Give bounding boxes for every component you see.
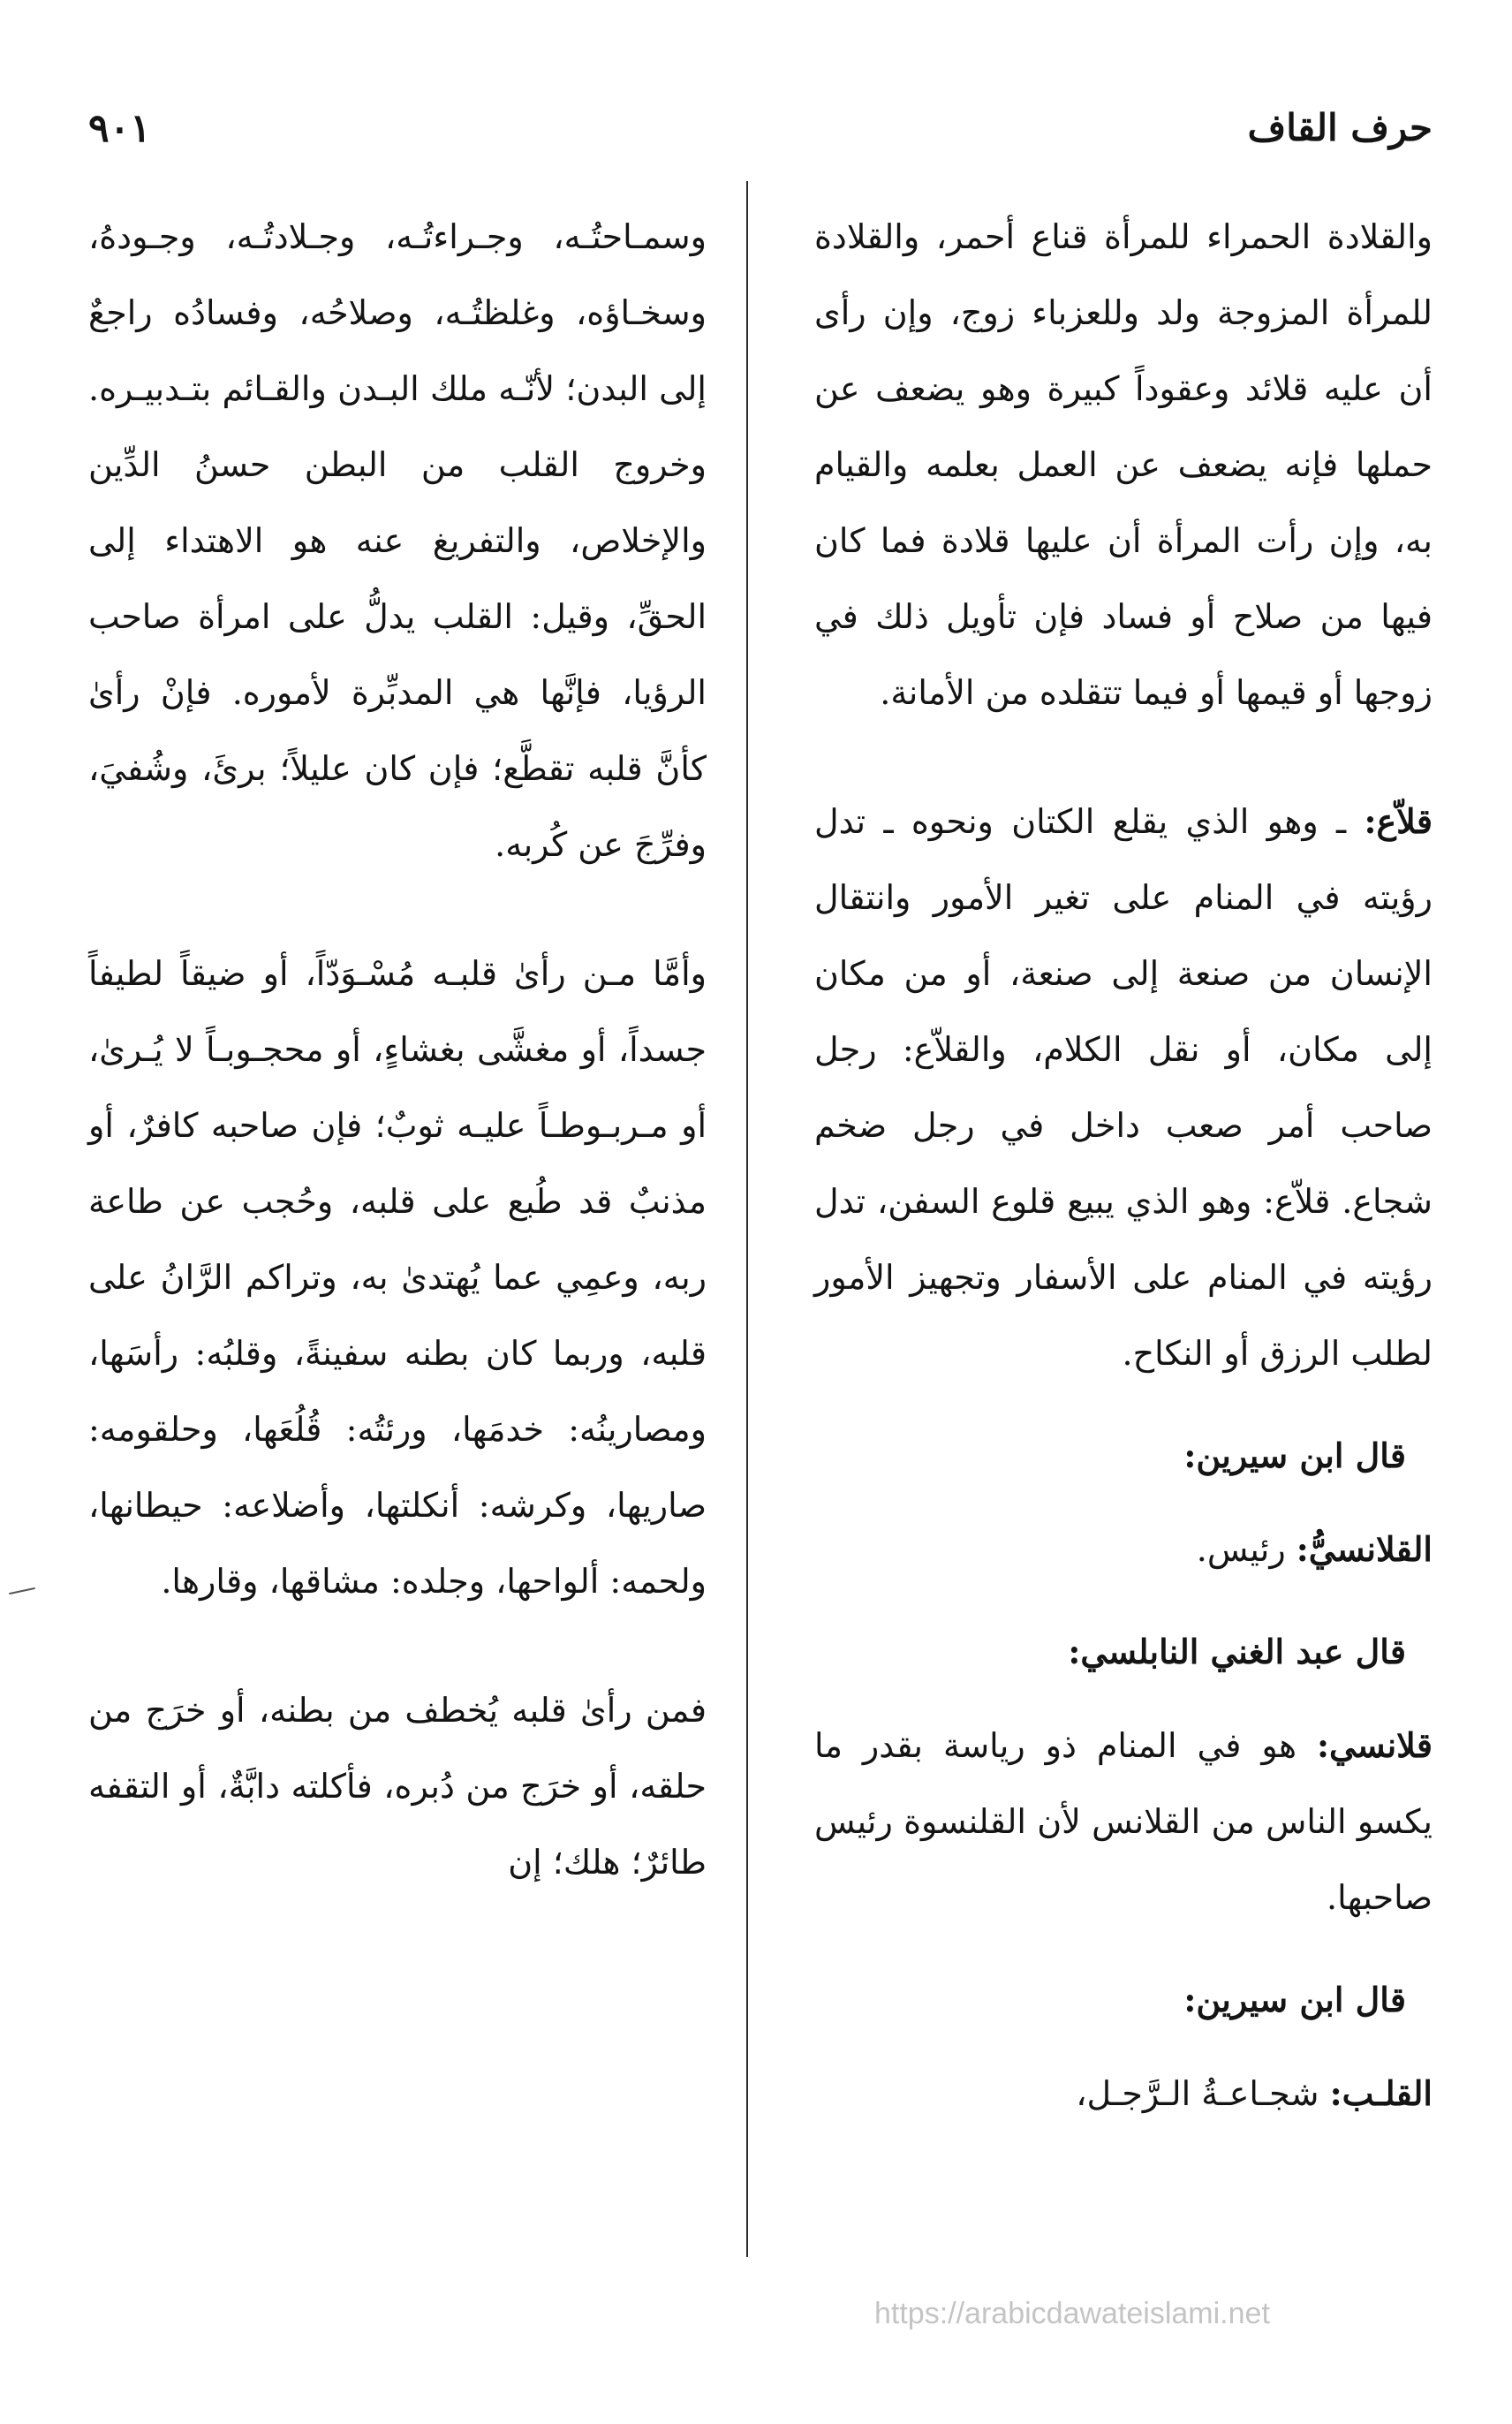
paragraph: والقلادة الحمراء للمرأة قناع أحمر، والقلادة للمرأة المزوجة ولد وللعزباء زوج، وإن رأى أن عليه قلائد وعقوداً كبيرة وهو يضعف عن حملها فإنه يضعف عن العمل بعلمه والقيام به، وإن رأت المرأة أن عليها قلادة فما كان فيها من صلاح أو فساد فإن تأويل ذلك في زوجها أو قيمها أو فيما تتقلده من الأمانة.	[814, 217, 1433, 712]
entry-text: ـ وهو الذي يقلع الكتان ونحوه ـ تدل رؤيته في المنام على تغير الأمور وانتقال الإنسان من صنعة إلى صنعة، أو من مكان إلى مكان، أو نقل الكلام، والقلاّع: رجل صاحب أمر صعب داخل في رجل ضخم شجاع. قلاّع: وهو الذي يبيع قلوع السفن، تدل رؤيته في المنام على الأسفار وتجهيز الأمور لطلب الرزق أو النكاح.	[814, 802, 1433, 1373]
entry-qalb	[814, 2056, 1433, 2132]
left-column	[88, 199, 707, 1927]
section-heading: قال ابن سيرين:	[1183, 1980, 1406, 2019]
entry-term: القلانسيُّ:	[1296, 1529, 1433, 1569]
paragraph: وأمَّا مـن رأىٰ قلبـه مُسْـوَدّاً، أو ضيقاً لطيفاً جسداً، أو مغشَّى بغشاءٍ، أو محجـوبـاً لا يُـرىٰ، أو مـربـوطـاً عليـه ثوبٌ؛ فإن صاحبه كافرٌ، أو مذنبٌ قد طُبع على قلبه، وحُجب عن طاعة ربه، وعمِي عما يُهتدىٰ به، وتراكم الرَّانُ على قلبه، وربما كان بطنه سفينةً، وقلبُه: رأسَها، ومصارينُه: خدمَها، ورئتُه: قُلُعَها، وحلقومه: صاريها، وكرشه: أنكلتها، وأضلاعه: حيطانها، ولحمه: ألواحها، وجلده: مشاقها، وقارها.	[88, 954, 707, 1601]
paragraph: فمن رأىٰ قلبه يُخطف من بطنه، أو خرَج من حلقه، أو خرَج من دُبره، فأكلته دابَّةٌ، أو التقفه طائرٌ؛ هلك؛ إن	[88, 1691, 707, 1882]
right-column	[814, 199, 1433, 2158]
page-header	[88, 106, 1433, 177]
entry-term: قلانسي:	[1316, 1725, 1433, 1765]
entry-text: هو في المنام ذو رياسة بقدر ما يكسو الناس من القلانس لأن القلنسوة رئيس صاحبها.	[814, 1726, 1433, 1917]
margin-mark	[9, 1587, 35, 1595]
entry-qalanisi	[814, 1511, 1433, 1587]
watermark-url: https://arabicdawateislami.net	[874, 2297, 1270, 2330]
column-divider	[746, 181, 748, 2257]
paragraph: وسمـاحتُـه، وجـراءتُـه، وجـلادتُـه، وجـودهُ، وسخـاؤه، وغلظتُـه، وصلاحُه، وفسادُه راجعٌ إلى البدن؛ لأنّـه ملك البـدن والقـائم بتـدبيـره. وخروج القلب من البطن حسنُ الدِّين والإخلاص، والتفريغ عنه هو الاهتداء إلى الحقِّ، وقيل: القلب يدلُّ على امرأة صاحب الرؤيا، فإنَّها هي المدبِّرة لأموره. فإنْ رأىٰ كأنَّ قلبه تقطَّع؛ فإن كان عليلاً؛ برئَ، وشُفيَ، وفرِّجَ عن كُربه.	[88, 217, 707, 864]
page-number: ٩٠١	[88, 106, 151, 151]
entry-text: شجـاعـةُ الـرَّجـل،	[1076, 2074, 1330, 2113]
entry-term: القلـب:	[1329, 2073, 1433, 2113]
entry-text: رئيس.	[1196, 1530, 1297, 1569]
chapter-title: حرف القاف	[1247, 106, 1433, 149]
section-heading: قال عبد الغني النابلسي:	[1068, 1632, 1406, 1671]
entry-qalanisi-nabulsi	[814, 1708, 1433, 1935]
entry-qallaa	[814, 784, 1433, 1391]
entry-term: قلاّع:	[1364, 801, 1433, 841]
section-heading: قال ابن سيرين:	[1183, 1435, 1406, 1475]
